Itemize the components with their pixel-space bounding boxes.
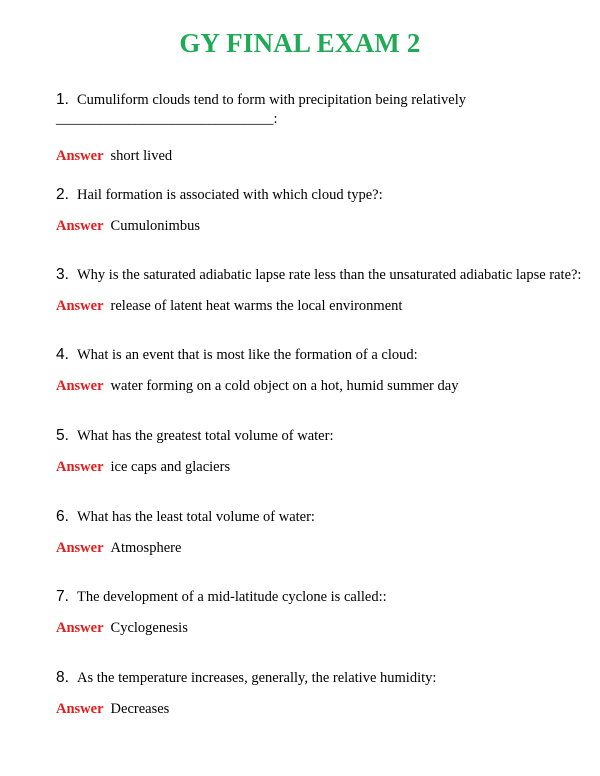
question-8	[56, 668, 576, 688]
answer-2	[56, 216, 576, 236]
answer-text: ice caps and glaciers	[110, 459, 231, 475]
question-number: 5.	[56, 427, 69, 444]
question-2	[56, 185, 576, 205]
question-number: 3.	[56, 266, 69, 283]
question-6	[56, 507, 576, 527]
question-number: 2.	[56, 186, 69, 203]
question-block-7	[56, 587, 576, 638]
answer-6	[56, 538, 576, 558]
answer-text: Decreases	[110, 701, 170, 717]
answer-label: Answer	[56, 620, 104, 636]
answer-3	[56, 296, 576, 316]
answer-label: Answer	[56, 540, 104, 556]
answer-label: Answer	[56, 298, 104, 314]
answer-label: Answer	[56, 148, 104, 164]
question-number: 6.	[56, 508, 69, 525]
page-title: GY FINAL EXAM 2	[179, 28, 421, 58]
answer-text: release of latent heat warms the local environment	[110, 298, 403, 314]
answer-text: Atmosphere	[110, 540, 182, 556]
question-1	[56, 90, 576, 110]
question-block-8	[56, 668, 576, 719]
answer-7	[56, 618, 576, 638]
question-text: As the temperature increases, generally, the relative humidity:	[77, 670, 437, 686]
answer-blank-line: ______________________________:	[56, 111, 278, 127]
question-block-2	[56, 185, 576, 236]
answer-text: water forming on a cold object on a hot, humid summer day	[110, 378, 459, 394]
answer-label: Answer	[56, 218, 104, 234]
question-number: 1.	[56, 91, 69, 108]
question-number: 7.	[56, 588, 69, 605]
question-text: The development of a mid-latitude cyclone is called::	[77, 589, 387, 605]
question-block-6	[56, 507, 576, 558]
answer-text: Cyclogenesis	[110, 620, 188, 636]
question-number: 4.	[56, 346, 69, 363]
answer-text: Cumulonimbus	[110, 218, 200, 234]
question-text: Hail formation is associated with which cloud type?:	[77, 187, 383, 203]
question-7	[56, 587, 576, 607]
question-text: What has the least total volume of water:	[77, 509, 315, 525]
question-4	[56, 345, 576, 365]
answer-4	[56, 376, 576, 396]
question-text: What has the greatest total volume of water:	[77, 428, 334, 444]
answer-label: Answer	[56, 701, 104, 717]
answer-5	[56, 457, 576, 477]
question-text: What is an event that is most like the formation of a cloud:	[77, 347, 418, 363]
question-3	[56, 265, 582, 285]
question-block-4	[56, 345, 576, 396]
question-number: 8.	[56, 669, 69, 686]
answer-label: Answer	[56, 378, 104, 394]
answer-label: Answer	[56, 459, 104, 475]
answer-1	[56, 146, 576, 166]
question-block-5	[56, 426, 576, 477]
question-text: Why is the saturated adiabatic lapse rate less than the unsaturated adiabatic lapse rate?:	[77, 267, 582, 283]
question-5	[56, 426, 576, 446]
question-block-1	[56, 90, 576, 166]
answer-text: short lived	[110, 148, 173, 164]
question-block-3	[56, 265, 582, 316]
question-text: Cumuliform clouds tend to form with precipitation being relatively	[77, 92, 467, 108]
answer-8	[56, 699, 576, 719]
